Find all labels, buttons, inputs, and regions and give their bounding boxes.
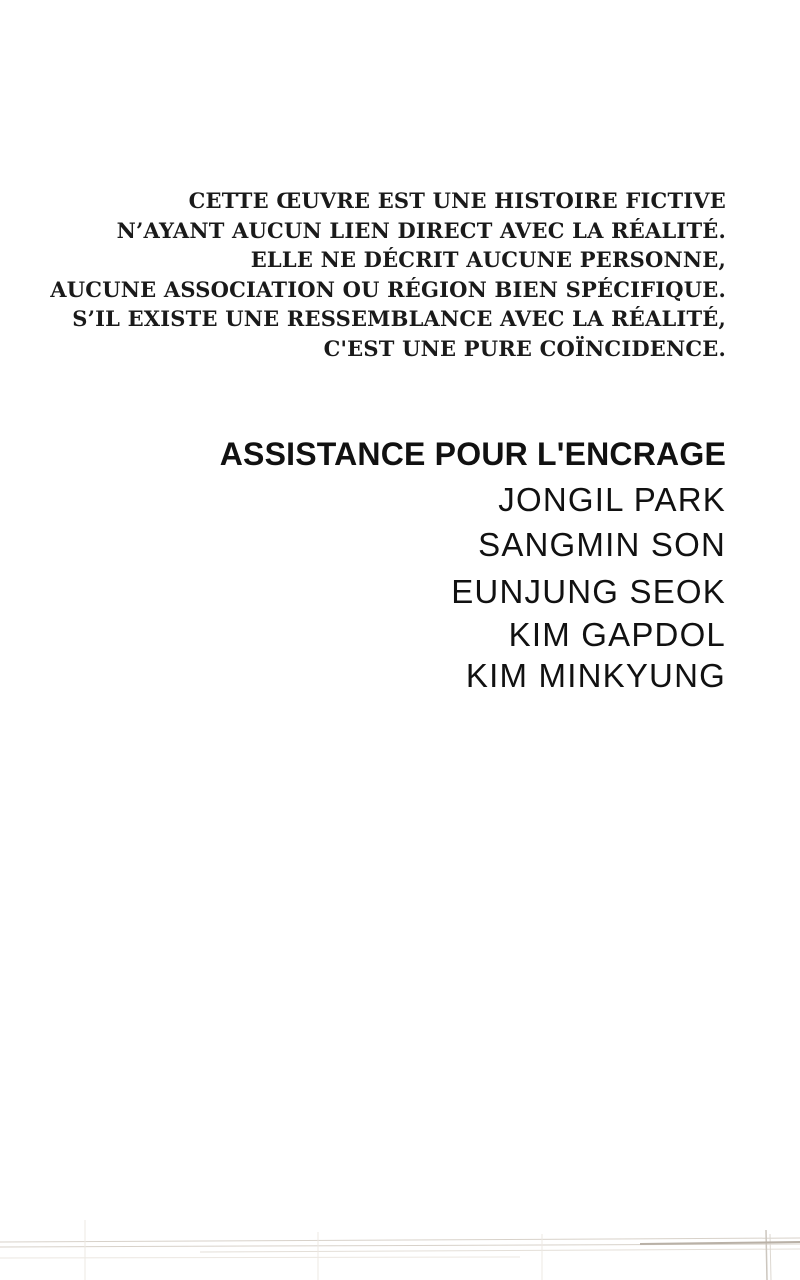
credit-name: SANGMIN SON (478, 526, 726, 563)
credit-name: KIM GAPDOL (508, 616, 726, 653)
disclaimer-text (26, 186, 726, 363)
background-sketch-lines (0, 1200, 800, 1280)
disclaimer-line: ELLE NE DÉCRIT AUCUNE PERSONNE, (250, 247, 726, 272)
disclaimer-line: N’AYANT AUCUN LIEN DIRECT AVEC LA RÉALITÉ. (116, 217, 726, 243)
credit-name: EUNJUNG SEOK (451, 573, 726, 610)
disclaimer-line: AUCUNE ASSOCIATION OU RÉGION BIEN SPÉCIFIQUE. (50, 276, 726, 302)
credits-heading: ASSISTANCE POUR L'ENCRAGE (219, 436, 726, 472)
credit-name: JONGIL PARK (498, 481, 726, 518)
disclaimer-line: CETTE ŒUVRE EST UNE HISTOIRE FICTIVE (188, 188, 726, 213)
credits-section (26, 432, 726, 697)
credit-name: KIM MINKYUNG (465, 657, 726, 694)
disclaimer-line: S’IL EXISTE UNE RESSEMBLANCE AVEC LA RÉALITÉ, (72, 306, 726, 331)
disclaimer-line: C'EST UNE PURE COÏNCIDENCE. (323, 335, 726, 361)
